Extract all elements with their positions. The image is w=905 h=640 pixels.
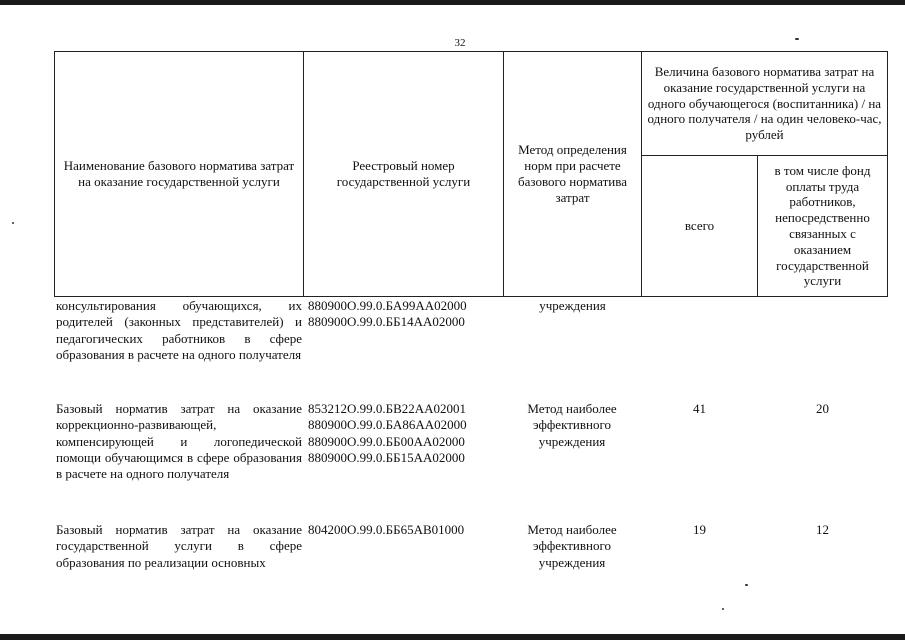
header-right-border xyxy=(887,51,888,297)
row-registry: 853212О.99.0.БВ22АА02001 880900О.99.0.БА86АА02000 880900О.99.0.ББ00АА02000 880900О.99.0.ББ15АА02000 xyxy=(308,401,467,465)
header-method: Метод определения норм при расчете базового норматива затрат xyxy=(518,142,627,205)
header-name: Наименование базового норматива затрат на оказание государственной услуги xyxy=(63,158,295,189)
row-registry: 804200О.99.0.ББ65АВ01000 xyxy=(308,522,465,537)
header-bottom-border xyxy=(54,296,888,297)
header-cost-group: Величина базового норматива затрат на оказание государственной услуги на одного обучающегося (воспитанника) / на одного получателя / на один человеко-час, рублей xyxy=(647,64,882,143)
row-fund: 12 xyxy=(816,522,829,537)
row-total: 19 xyxy=(693,522,706,537)
scan-border-bottom xyxy=(0,634,905,640)
scan-speck xyxy=(795,38,799,40)
header-cost-total: всего xyxy=(684,218,715,233)
header-registry: Реестровый номер государственной услуги xyxy=(336,158,471,189)
row-name: Базовый норматив затрат на оказание коррекционно-развивающей, компенсирующей и логопедической помощи обучающимся в сфере образования в расчете на одного получателя xyxy=(56,401,302,482)
row-registry: 880900О.99.0.БА99АА02000 880900О.99.0.ББ14АА02000 xyxy=(308,298,467,330)
row-total: 41 xyxy=(693,401,706,416)
row-fund: 20 xyxy=(816,401,829,416)
row-method: Метод наиболее эффективного учреждения xyxy=(527,522,617,570)
scan-speck xyxy=(12,222,14,224)
row-method: учреждения xyxy=(539,298,606,313)
row-name: консультирования обучающихся, их родителей (законных представителей) и педагогических работников в сфере образования в расчете на одного получателя xyxy=(56,298,302,362)
row-name: Базовый норматив затрат на оказание государственной услуги в сфере образования по реализации основных xyxy=(56,522,302,570)
scan-speck xyxy=(722,608,724,610)
header-cost-fund: в том числе фонд оплаты труда работников, непосредственно связанных с оказанием государственной услуги xyxy=(774,162,871,289)
page-number: 32 xyxy=(454,37,466,49)
scan-border-top xyxy=(0,0,905,5)
scan-speck xyxy=(745,584,748,586)
row-method: Метод наиболее эффективного учреждения xyxy=(527,401,617,449)
